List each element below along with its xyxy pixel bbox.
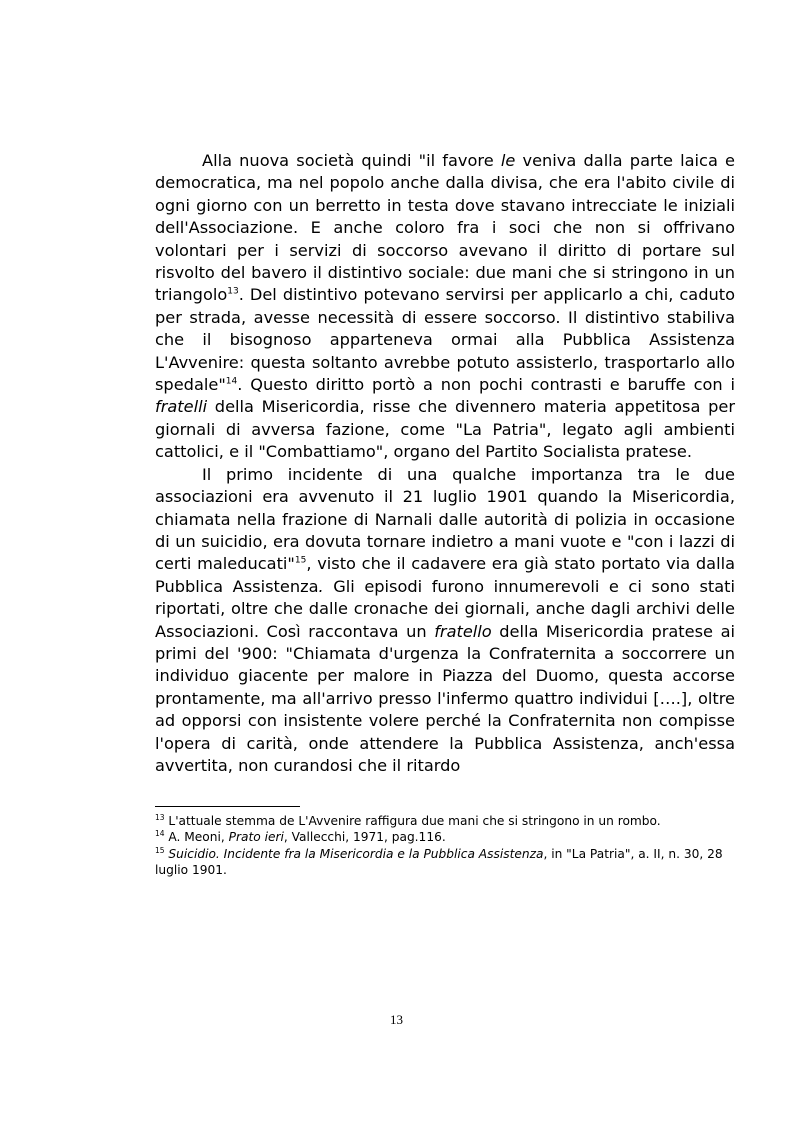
body-text — [155, 150, 735, 777]
footnote-ref-15[interactable]: 15 — [294, 555, 307, 566]
italic-text: le — [500, 151, 516, 170]
footnote-text: , Vallecchi, 1971, pag.116. — [283, 830, 446, 845]
italic-text: fratello — [434, 621, 492, 641]
text-run: Gli episodi furono innumerevoli e ci sono stati riportati, oltre che dalle cronache dei giornali, anche dagli archivi delle Associazioni. Così raccontava un — [155, 576, 735, 641]
footnote-ref-13[interactable]: 13 — [227, 287, 239, 298]
text-run: Il primo incidente di una qualche importanza tra le due associazioni era avvenuto il 21 luglio 1901 quando la Misericordia, chiamata nella frazione di Narnali dalle autorità di polizia in occasione di un suicidio, era dovuta tornare indietro a mani vuote e "con i lazzi di certi maleducati" — [155, 464, 735, 574]
footnote-italic: Suicidio. Incidente fra la Misericordia e la Pubblica Assistenza — [168, 846, 544, 861]
italic-text: . — [318, 576, 324, 596]
italic-text: fratelli — [155, 397, 208, 417]
footnote-number: 13 — [155, 812, 165, 822]
paragraph-1 — [155, 150, 735, 464]
text-run: della Misericordia pratese ai primi del '900: "Chiamata d'urgenza la Confraternita a soccorrere un individuo giacente per malore in Piazza del Duomo, questa accorse prontamente, ma all'arrivo presso l'infermo quattro individui [….], oltre ad opporsi con insistente volere perché la Confraternita non compisse l'opera di carità, onde attendere la Pubblica Assistenza, anch'essa avvertita, non curandosi che il ritardo — [155, 621, 735, 775]
footnote-14 — [155, 829, 735, 845]
footnote-text: A. Meoni, — [164, 830, 229, 845]
footnote-separator — [155, 806, 300, 807]
text-run: . Del distintivo potevano servirsi per applicarlo a chi, caduto per strada, avesse necessità di essere soccorso. Il distintivo stabiliva che il bisognoso apparteneva ormai alla Pubblica Assistenza L'Avvenire: questa soltanto avrebbe potuto assisterlo, trasportarlo allo spedale" — [155, 285, 735, 395]
footnote-text: , in "La Patria", a. II, n. 30, 28 luglio 1901. — [155, 846, 723, 878]
footnote-number: 15 — [155, 845, 165, 855]
footnote-ref-14[interactable]: 14 — [225, 376, 238, 387]
text-run: . Questo diritto portò a non pochi contrasti e baruffe con i — [237, 375, 735, 395]
footnote-number: 14 — [155, 829, 165, 839]
footnote-text: L'attuale stemma de L'Avvenire raffigura due mani che si stringono in un rombo. — [164, 814, 661, 828]
footnote-13 — [155, 813, 735, 829]
page-number: 13 — [390, 1012, 403, 1027]
footnotes-section — [155, 806, 735, 879]
paragraph-2 — [155, 464, 735, 778]
text-run: Alla nuova società quindi "il favore — [202, 151, 501, 170]
text-run: veniva dalla parte laica e democratica, ma nel popolo anche dalla divisa, che era l'abito civile di ogni giorno con un berretto in testa dove stavano intrecciate le iniziali dell'Associazione. E anche coloro fra i soci che non si offrivano volontari per i servizi di soccorso avevano il diritto di portare sul risvolto del bavero il distintivo sociale: due mani che si stringono in un triangolo — [155, 151, 736, 305]
footnote-italic: Prato ieri — [228, 830, 284, 845]
text-run: , visto che il cadavere era già stato portato via dalla Pubblica Assistenza — [155, 554, 736, 596]
footnote-15 — [155, 846, 735, 879]
text-run: della Misericordia, risse che divennero materia appetitosa per giornali di avversa fazione, come "La Patria", legato agli ambienti cattolici, e il "Combattiamo", organo del Partito Socialista pratese. — [155, 397, 735, 462]
